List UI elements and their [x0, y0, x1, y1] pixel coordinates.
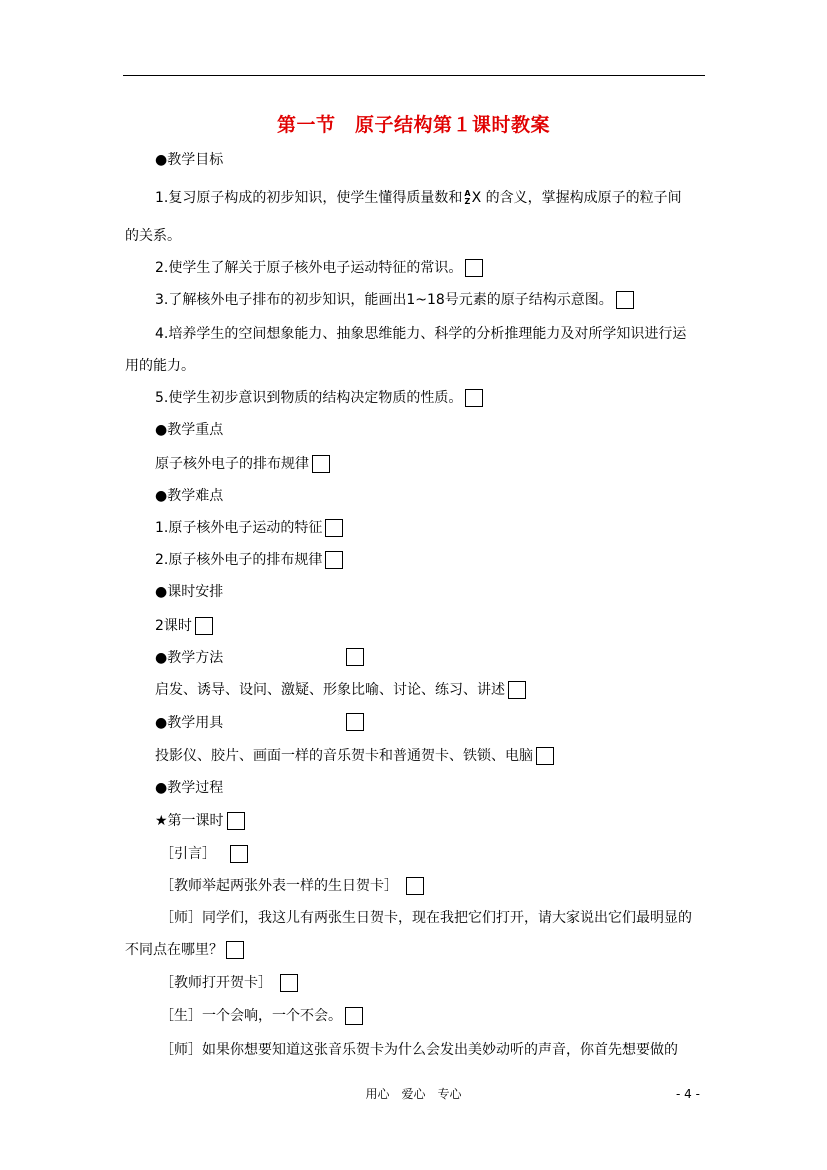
teacher-line-3: ［师］如果你想要知道这张音乐贺卡为什么会发出美妙动听的声音，你首先想要做的: [160, 1042, 678, 1058]
checkbox[interactable]: [465, 389, 483, 407]
lesson-label: ★第一课时: [155, 811, 245, 831]
goal-1-text-a: 1.复习原子构成的初步知识，使学生懂得质量数和: [155, 190, 463, 206]
checkbox[interactable]: [508, 681, 526, 699]
goal-4-line-2: 用的能力。: [125, 358, 195, 374]
checkbox[interactable]: [325, 551, 343, 569]
tools: 投影仪、胶片、画面一样的音乐贺卡和普通贺卡、铁锁、电脑: [155, 746, 554, 766]
nuclide-symbol: A Z: [464, 189, 471, 206]
goal-1-text-b: X 的含义，掌握构成原子的粒子间: [471, 190, 682, 206]
schedule: 2课时: [155, 616, 213, 636]
checkbox[interactable]: [406, 877, 424, 895]
intro-label: ［引言］: [160, 844, 248, 864]
checkbox[interactable]: [226, 941, 244, 959]
goal-4-line-1: 4.培养学生的空间想象能力、抽象思维能力、科学的分析推理能力及对所学知识进行运: [155, 326, 687, 342]
checkbox[interactable]: [227, 812, 245, 830]
heading-schedule: ●课时安排: [155, 584, 224, 600]
heading-goals: ●教学目标: [155, 152, 224, 168]
page-title: 第一节 原子结构第１课时教案: [276, 114, 550, 136]
heading-key: ●教学重点: [155, 422, 224, 438]
teacher-line-1: ［师］同学们，我这儿有两张生日贺卡，现在我把它们打开，请大家说出它们最明显的: [160, 910, 692, 926]
checkbox[interactable]: [465, 259, 483, 277]
student-answer: ［生］一个会响，一个不会。: [160, 1006, 363, 1026]
teacher-line-2: 不同点在哪里？: [125, 940, 244, 960]
step-open-cards: ［教师打开贺卡］: [160, 973, 298, 993]
checkbox[interactable]: [346, 713, 364, 731]
goal-1-line-1: [155, 188, 682, 208]
goal-3: 3.了解核外电子排布的初步知识，能画出1~18号元素的原子结构示意图。: [155, 290, 634, 310]
checkbox[interactable]: [195, 617, 213, 635]
page-number: - 4 -: [676, 1087, 700, 1101]
checkbox[interactable]: [325, 519, 343, 537]
checkbox[interactable]: [616, 291, 634, 309]
heading-tools: ●教学用具: [155, 715, 224, 731]
difficulty-2: 2.原子核外电子的排布规律: [155, 550, 343, 570]
difficulty-1: 1.原子核外电子运动的特征: [155, 518, 343, 538]
checkbox[interactable]: [345, 1007, 363, 1025]
footer-motto: 用心 爱心 专心: [365, 1087, 462, 1101]
key-point: 原子核外电子的排布规律: [155, 454, 330, 474]
heading-difficulty: ●教学难点: [155, 488, 224, 504]
step-raise-cards: ［教师举起两张外表一样的生日贺卡］: [160, 876, 424, 896]
goal-1-line-2: 的关系。: [125, 228, 181, 244]
checkbox[interactable]: [230, 845, 248, 863]
goal-2: 2.使学生了解关于原子核外电子运动特征的常识。: [155, 258, 483, 278]
methods: 启发、诱导、设问、激疑、形象比喻、讨论、练习、讲述: [155, 680, 526, 700]
checkbox[interactable]: [346, 648, 364, 666]
header-rule: [123, 75, 705, 76]
checkbox[interactable]: [280, 974, 298, 992]
heading-process: ●教学过程: [155, 780, 224, 796]
goal-5: 5.使学生初步意识到物质的结构决定物质的性质。: [155, 388, 483, 408]
checkbox[interactable]: [312, 455, 330, 473]
checkbox[interactable]: [536, 747, 554, 765]
heading-method: ●教学方法: [155, 650, 224, 666]
